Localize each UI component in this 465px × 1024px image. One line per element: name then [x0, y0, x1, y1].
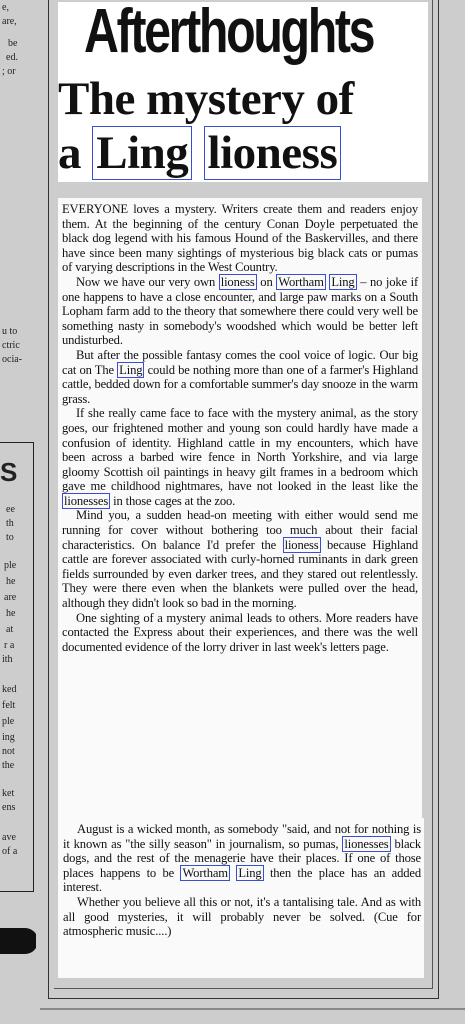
- highlight-wortham: Wortham: [182, 865, 228, 880]
- fragment-text: ple: [4, 560, 17, 571]
- fragment-text: ple: [2, 716, 15, 727]
- highlight-ling: Ling: [331, 274, 355, 289]
- fragment-text: he: [6, 576, 16, 587]
- text-run: But after the possible fantasy comes the cool voice of logic. Our big cat on The: [62, 347, 418, 377]
- fragment-text: ave: [2, 832, 16, 843]
- highlight-wortham: Wortham: [278, 274, 324, 289]
- fragment-text: ing: [2, 732, 15, 743]
- fragment-text: ens: [2, 802, 16, 813]
- paragraph-6: One sighting of a mystery animal leads to others. More readers have contacted the Express about their experiences, and there was the well documented evidence of the lorry driver in last week's letters page.: [62, 610, 418, 654]
- fragment-text: be: [8, 38, 18, 49]
- fragment-text: are: [4, 592, 17, 603]
- fragment-text: to: [6, 532, 14, 543]
- headline-line-2: [58, 126, 428, 180]
- fragment-heading: S: [0, 457, 18, 487]
- paragraph-4: [62, 406, 418, 508]
- fragment-text: ket: [2, 788, 15, 799]
- fragment-text: at: [6, 624, 14, 635]
- highlight-ling: Ling: [238, 865, 262, 880]
- highlight-lionesses: lionesses: [64, 493, 109, 508]
- text-run: If she really came face to face with the mystery animal, as the story goes, our frightened mother and young son could hardly have made a confusion of identity. Highland cattle in my encounters, which have been across a barbed wire fence in North Yorkshire, and via large gloomy Scottish oil paintings in heavy gilt frames in a bedroom which gave me childhood nightmares, have not looked in the least like the: [62, 406, 418, 494]
- paragraph-3: [62, 348, 418, 406]
- highlight-lioness: lioness: [204, 126, 342, 180]
- article-body-bottom: [58, 818, 424, 978]
- fragment-text: e,: [2, 2, 9, 13]
- fragment-text: he: [6, 608, 16, 619]
- paragraph-8: Whether you believe all this or not, it's a tantalising tale. And as with all good mysteries, it will probably never be solved. (Cue for atmospheric music....): [63, 894, 421, 939]
- headline-line-1: The mystery of: [58, 73, 354, 125]
- highlight-ling: Ling: [92, 126, 192, 180]
- fragment-text: felt: [2, 700, 16, 711]
- ink-smudge: [0, 928, 36, 954]
- fragment-text: th: [6, 518, 14, 529]
- fragment-text: ith: [2, 654, 13, 665]
- article-body-top: [58, 198, 422, 818]
- text-run: Mind you, a sudden head-on meeting with either would send me running for cover without bothering too much about their facial characteristics. On balance I'd prefer the: [62, 508, 418, 552]
- fragment-text: ocia-: [2, 354, 22, 365]
- text-run: because Highland cattle are forever associated with curly-horned ruminants in dark green fields surrounded by even darker trees, and they stared out relentlessly. They were there even when the blankets were pulled over the head, although they didn't look so bad in the morning.: [62, 537, 418, 611]
- text-run: August is a wicked month, as somebody "said, and not for nothing is it known as "the silly season" in journalism, so pumas,: [63, 822, 421, 851]
- text-run: in those cages at the zoo.: [110, 493, 236, 508]
- fragment-text: ked: [2, 684, 17, 695]
- fragment-text: u to: [2, 326, 18, 337]
- fragment-text: ed.: [6, 52, 18, 63]
- text-run: then the place has an added interest.: [63, 865, 421, 895]
- adjacent-column-box: [0, 442, 34, 892]
- text-run: could be nothing more than one of a farmer's Highland cattle, bedded down for a comfortable summer's day snooze in the warm grass.: [62, 362, 418, 406]
- adjacent-column-fragments: [0, 0, 36, 1024]
- fragment-text: are,: [2, 16, 17, 27]
- paragraph-2: [62, 275, 418, 348]
- text-run: Now we have our very own: [76, 274, 219, 289]
- bottom-divider: [40, 1008, 465, 1010]
- highlight-lionesses: lionesses: [344, 836, 389, 851]
- text-run: on: [256, 274, 277, 289]
- text-run: black dogs, and the rest of the menagerie have their places. If one of those places happens to be: [63, 836, 421, 880]
- fragment-text: ee: [6, 504, 15, 515]
- paragraph-5: [62, 508, 418, 610]
- paragraph-1: EVERYONE loves a mystery. Writers create them and readers enjoy them. At the beginning of the century Conan Doyle perpetuated the black dog legend with his famous Hound of the Baskervilles, and there have since been many sightings of mysterious big black cats or pumas of varying descriptions in the West Country.: [62, 202, 418, 275]
- article-headline: [58, 72, 428, 180]
- fragment-text: the: [2, 760, 15, 771]
- fragment-text: not: [2, 746, 15, 757]
- highlight-ling: Ling: [119, 362, 143, 377]
- fragment-text: ctric: [2, 340, 20, 351]
- fragment-text: ; or: [2, 66, 16, 77]
- text-run: – no joke if one happens to have a close encounter, and large paw marks on a South Lopham farm add to the theory that somewhere there could very well be something nasty in somebody's woodshed which would be better left undisturbed.: [62, 274, 418, 348]
- section-kicker: Afterthoughts: [84, 0, 374, 66]
- paragraph-7: [63, 822, 421, 895]
- fragment-text: of a: [2, 846, 18, 857]
- fragment-text: r a: [4, 640, 15, 651]
- highlight-lioness: lioness: [284, 537, 319, 552]
- headline-word: a: [58, 127, 81, 179]
- highlight-lioness: lioness: [220, 274, 255, 289]
